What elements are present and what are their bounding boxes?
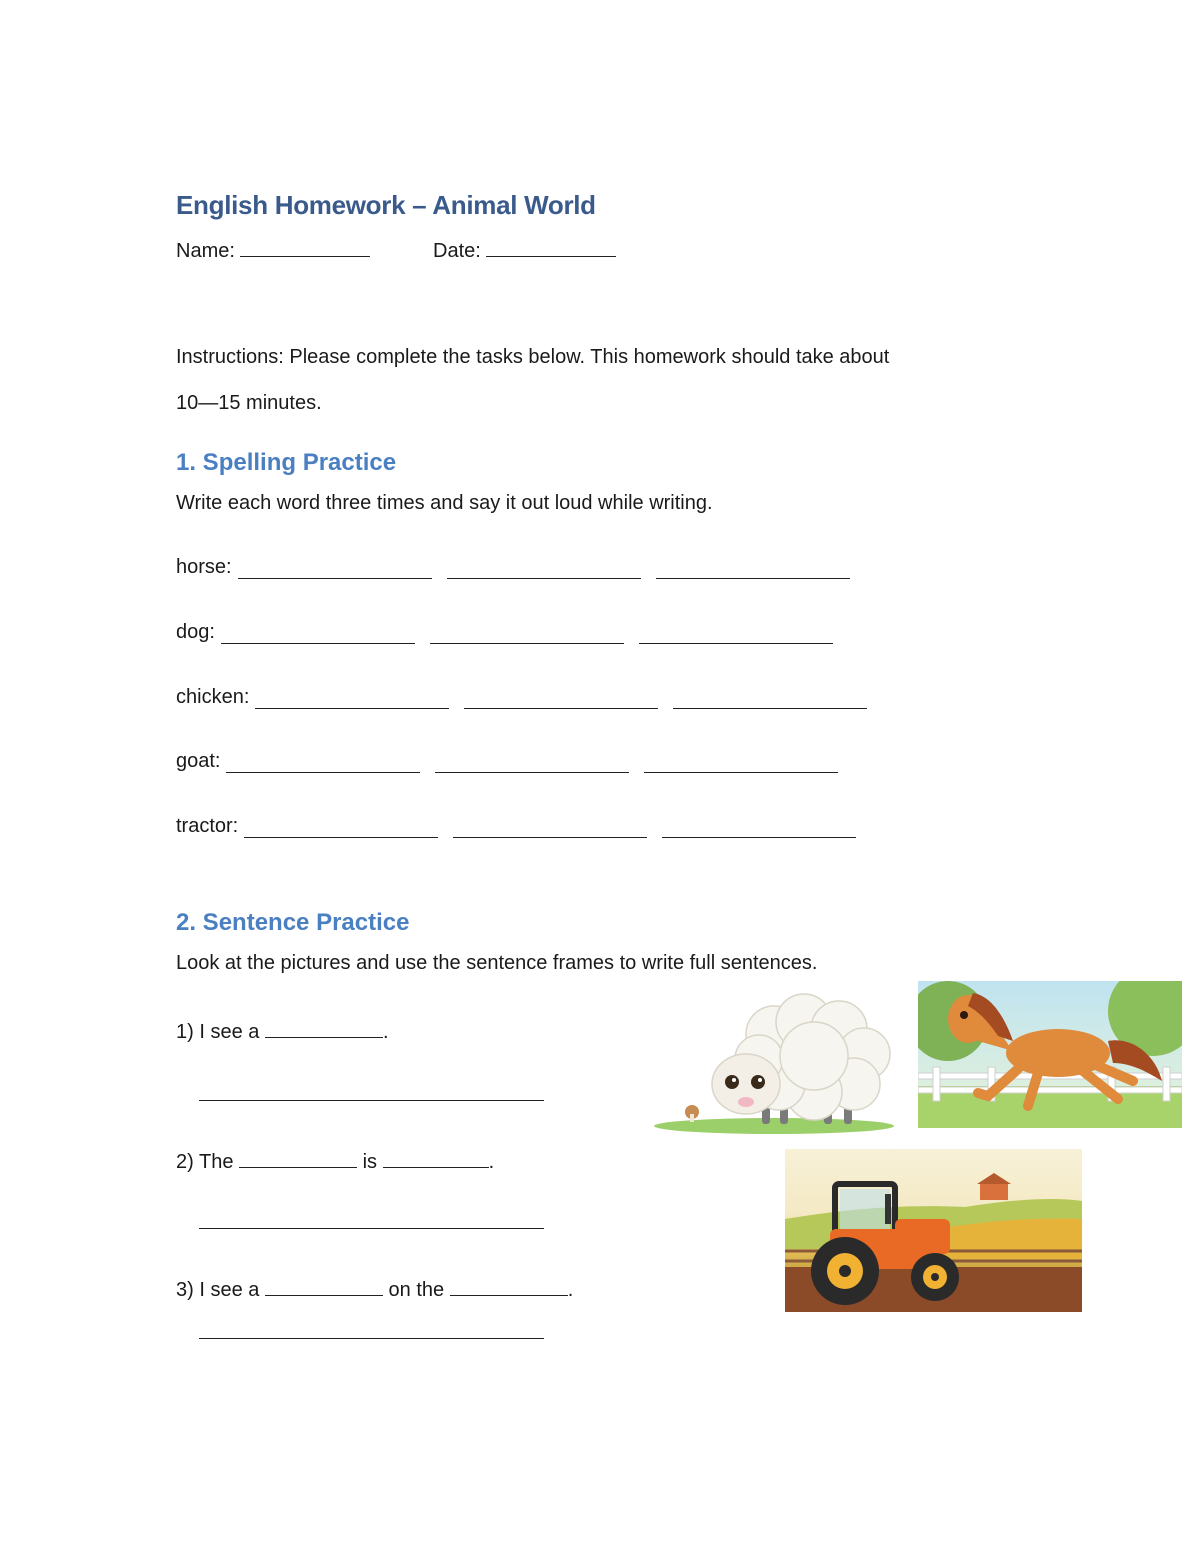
spelling-row-tractor (176, 815, 871, 838)
answer-line-2[interactable] (199, 1228, 544, 1229)
spelling-blank[interactable] (221, 623, 415, 644)
frame-blank[interactable] (239, 1147, 357, 1168)
tractor-picture (785, 1149, 1082, 1312)
name-field[interactable] (176, 236, 370, 263)
spelling-blank[interactable] (244, 817, 438, 838)
spelling-blank[interactable] (662, 817, 856, 838)
word-label: horse: (176, 556, 232, 578)
spelling-blank[interactable] (447, 558, 641, 579)
spelling-row-dog (176, 621, 848, 644)
frame-text: . (567, 1279, 574, 1301)
word-label: goat: (176, 750, 221, 772)
spelling-blank[interactable] (435, 752, 629, 773)
frame-text: . (488, 1151, 495, 1173)
frame-text: is (362, 1151, 378, 1173)
frame-text: 1) I see a (176, 1021, 260, 1043)
section-2-prompt: Look at the pictures and use the sentence frames to write full sentences. (176, 952, 818, 974)
section-2-heading: 2. Sentence Practice (176, 909, 410, 936)
frame-text: 2) The (176, 1151, 234, 1173)
frame-text: on the (388, 1279, 445, 1301)
sheep-icon (654, 984, 909, 1136)
spelling-row-chicken (176, 686, 882, 709)
spelling-blank[interactable] (430, 623, 624, 644)
name-blank[interactable] (240, 236, 370, 257)
frame-blank[interactable] (450, 1275, 568, 1296)
sentence-frame-1 (176, 1017, 389, 1044)
instructions-line-1: Instructions: Please complete the tasks below. This homework should take about (176, 346, 890, 368)
frame-blank[interactable] (383, 1147, 489, 1168)
tractor-icon (785, 1149, 1082, 1312)
spelling-blank[interactable] (673, 688, 867, 709)
word-label: dog: (176, 621, 215, 643)
sentence-frame-3 (176, 1275, 573, 1302)
frame-blank[interactable] (265, 1275, 383, 1296)
answer-line-1[interactable] (199, 1100, 544, 1101)
spelling-blank[interactable] (255, 688, 449, 709)
spelling-row-goat (176, 750, 853, 773)
word-label: chicken: (176, 686, 250, 708)
spelling-blank[interactable] (639, 623, 833, 644)
section-1-prompt: Write each word three times and say it out loud while writing. (176, 492, 713, 514)
spelling-blank[interactable] (226, 752, 420, 773)
sheep-picture (654, 984, 909, 1136)
date-blank[interactable] (486, 236, 616, 257)
instructions-line-2: 10—15 minutes. (176, 392, 322, 414)
date-field[interactable] (433, 236, 616, 263)
frame-text: . (382, 1021, 389, 1043)
spelling-blank[interactable] (656, 558, 850, 579)
sentence-frame-2 (176, 1147, 494, 1174)
spelling-blank[interactable] (453, 817, 647, 838)
answer-line-3[interactable] (199, 1338, 544, 1339)
frame-text: 3) I see a (176, 1279, 260, 1301)
horse-icon (918, 981, 1182, 1128)
word-label: tractor: (176, 815, 239, 837)
page-title: English Homework – Animal World (176, 190, 596, 220)
spelling-blank[interactable] (464, 688, 658, 709)
spelling-blank[interactable] (238, 558, 432, 579)
section-1-heading: 1. Spelling Practice (176, 449, 397, 476)
horse-picture (918, 981, 1182, 1128)
date-label: Date: (433, 240, 481, 262)
spelling-blank[interactable] (644, 752, 838, 773)
name-label: Name: (176, 240, 235, 262)
spelling-row-horse (176, 556, 865, 579)
frame-blank[interactable] (265, 1017, 383, 1038)
